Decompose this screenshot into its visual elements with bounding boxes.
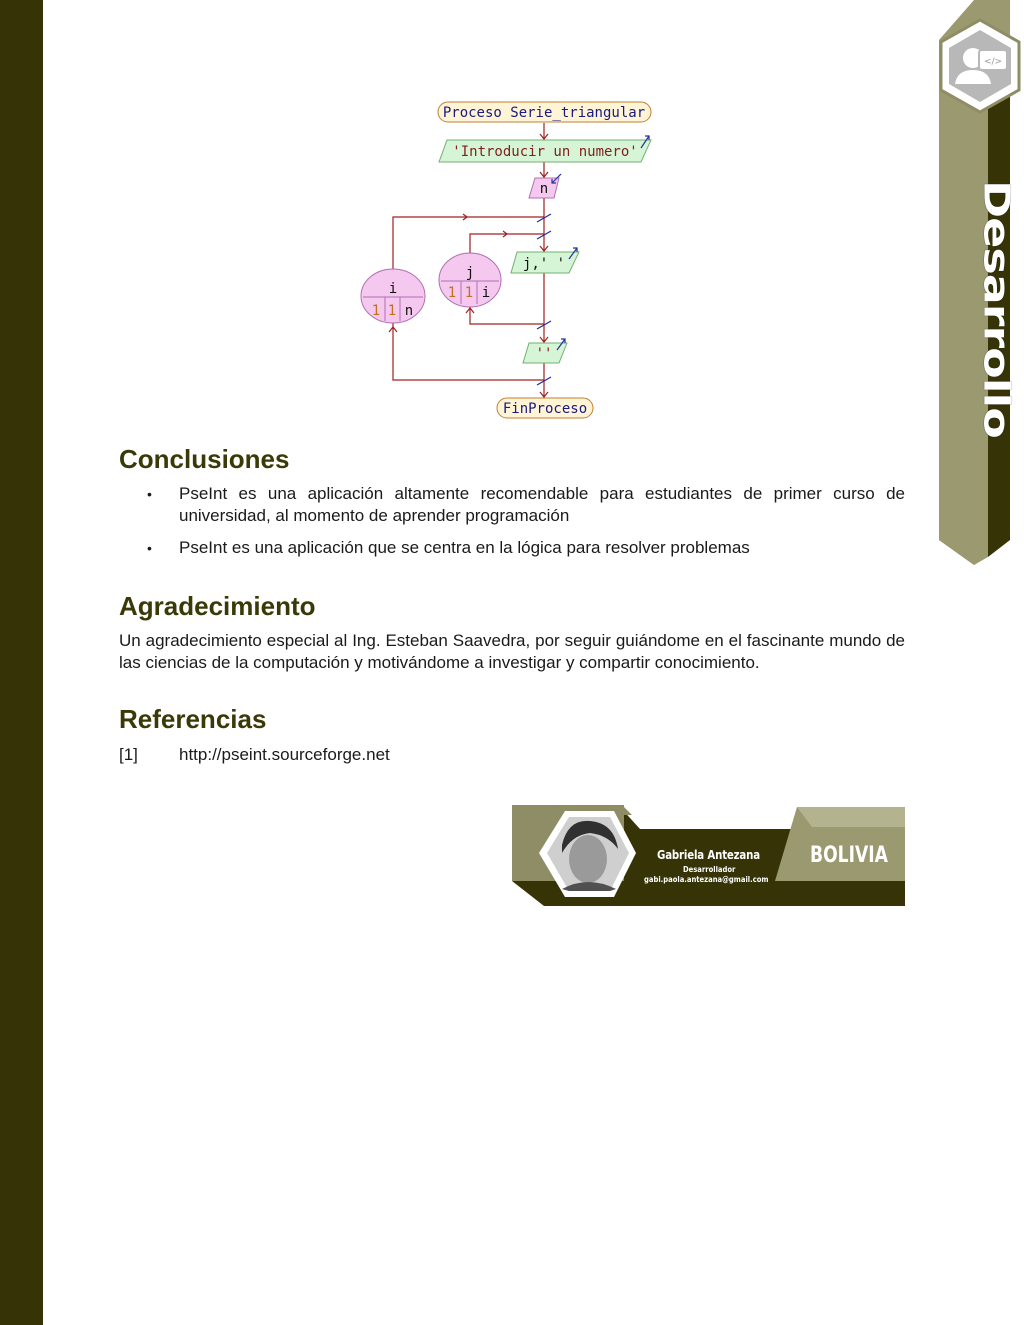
svg-text:</>: </> (983, 57, 1003, 67)
flow-loop-outer-start: 1 (371, 303, 381, 319)
flow-prompt-label: 'Introducir un numero' (452, 144, 638, 160)
list-item (119, 483, 905, 527)
author-role: Desarrollador (683, 865, 736, 874)
agradecimiento-heading: Agradecimiento (119, 591, 316, 621)
flow-loop-outer-end: n (404, 303, 414, 319)
flow-loop-inner-step: 1 (464, 285, 474, 301)
flow-loop-outer-var: i (388, 281, 398, 297)
flow-end-label: FinProceso (502, 401, 588, 417)
flow-output-j-label: j,' ' (522, 256, 566, 272)
flowchart (355, 96, 655, 426)
list-item (119, 537, 905, 559)
conclusiones-heading: Conclusiones (119, 444, 290, 474)
author-country: BOLIVIA (810, 843, 888, 868)
reference-link[interactable]: http://pseint.sourceforge.net (179, 745, 390, 764)
list-item-text: PseInt es una aplicación que se centra en la lógica para resolver problemas (179, 538, 750, 557)
flow-loop-inner-end: i (481, 285, 491, 301)
section-title: Desarrollo (975, 180, 1019, 438)
flow-loop-outer-step: 1 (387, 303, 397, 319)
conclusiones-list (119, 483, 905, 569)
agradecimiento-text: Un agradecimiento especial al Ing. Esteban Saavedra, por seguir guiándome en el fascinante mundo de las ciencias de la computación y motivándome a investigar y compartir conocimiento. (119, 631, 905, 672)
referencias-heading: Referencias (119, 704, 267, 734)
list-item-text: PseInt es una aplicación altamente recomendable para estudiantes de primer curso de universidad, al momento de aprender programación (179, 484, 905, 525)
flow-loop-inner-var: j (465, 265, 475, 281)
flow-input-label: n (539, 181, 549, 197)
author-email: gabi.paola.antezana@gmail.com (644, 875, 769, 884)
reference-number: [1] (119, 745, 138, 764)
flow-start-label: Proceso Serie_triangular (442, 105, 646, 121)
developer-icon (939, 18, 1021, 116)
flow-loop-inner-start: 1 (447, 285, 457, 301)
bullet-icon: • (147, 540, 152, 556)
bullet-icon: • (147, 486, 152, 502)
flow-output-empty-label: '' (535, 346, 553, 362)
reference-item (119, 744, 390, 766)
left-margin-bar (0, 0, 43, 1325)
author-name: Gabriela Antezana (657, 848, 760, 862)
